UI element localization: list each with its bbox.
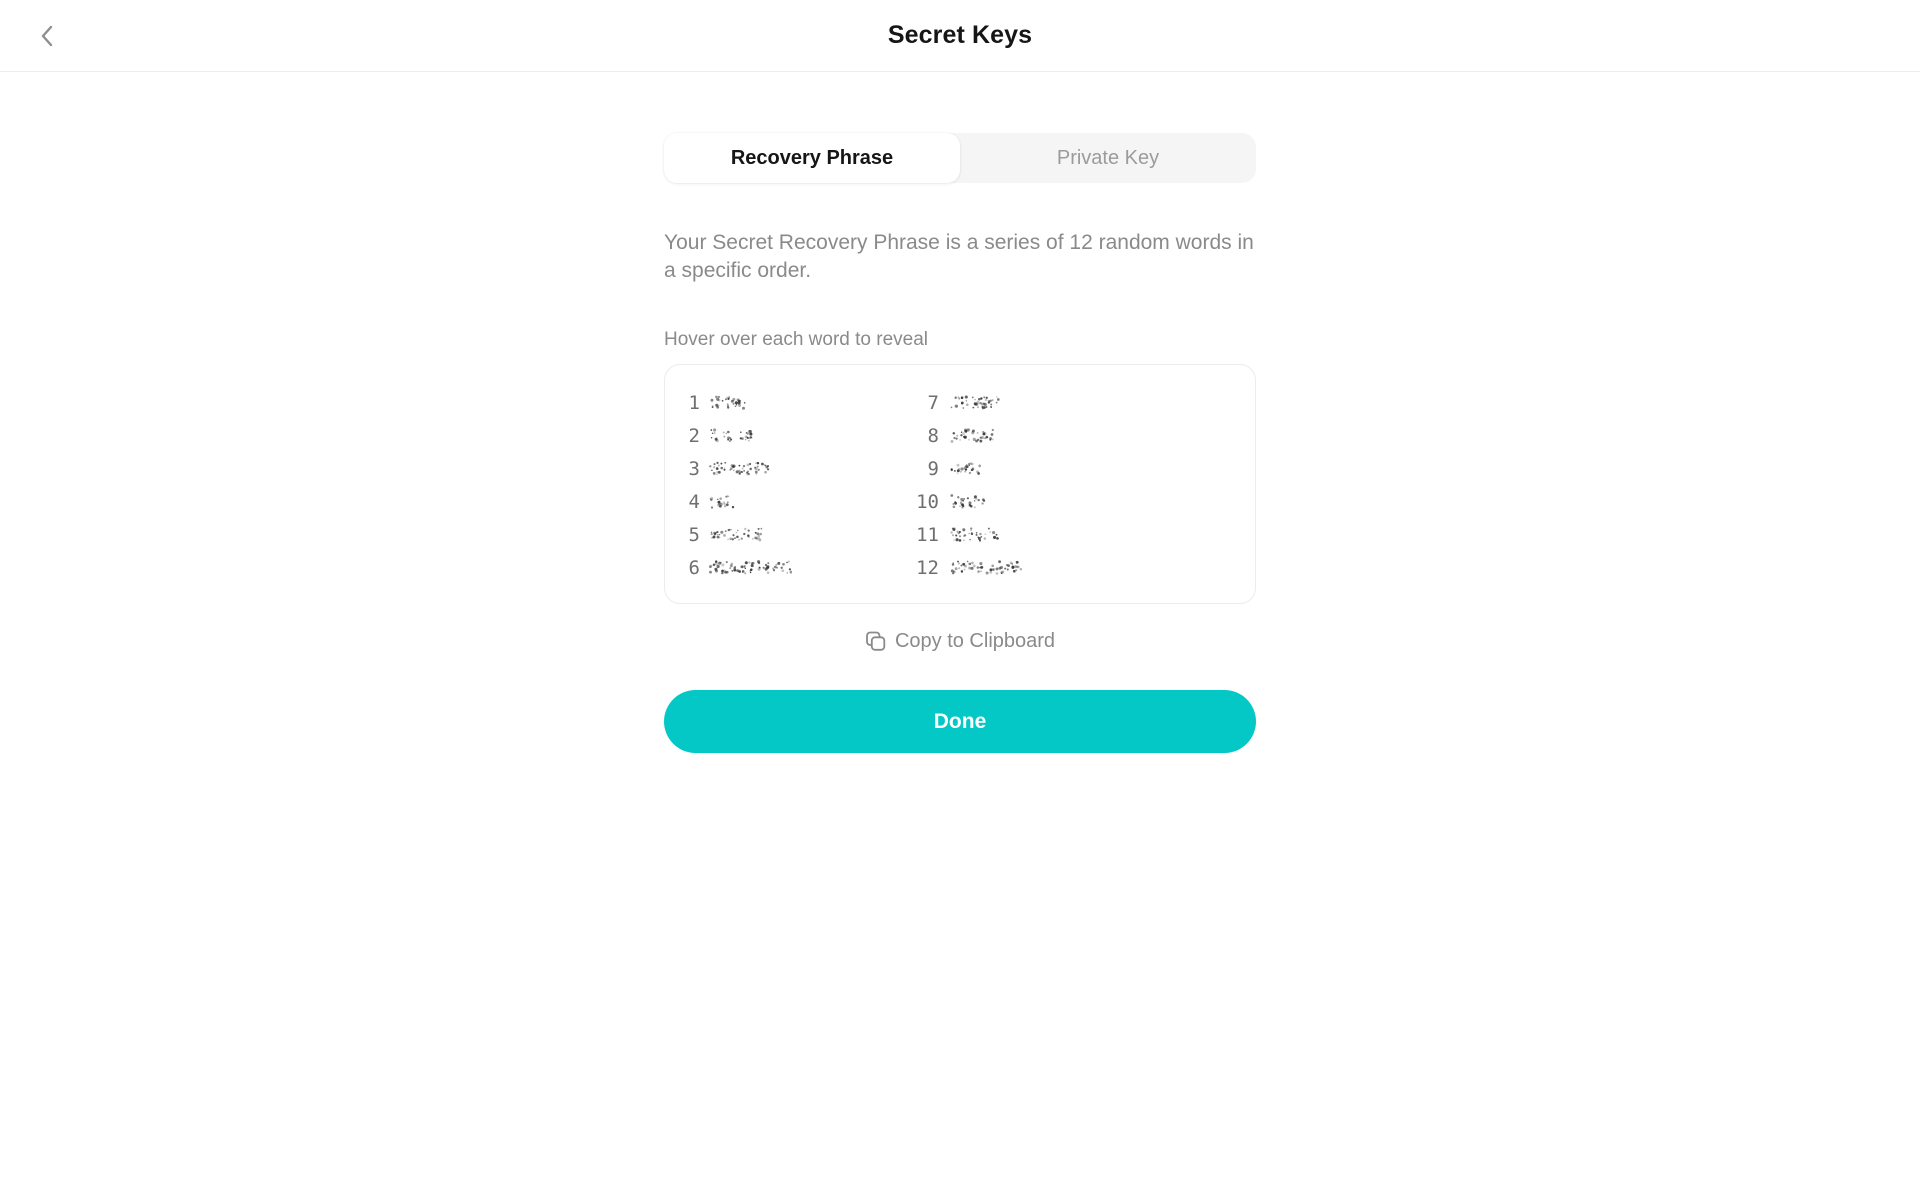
back-button[interactable] (24, 0, 68, 72)
word-row (665, 485, 900, 518)
recovery-phrase-description: Your Secret Recovery Phrase is a series of 12 random words in a specific order. (664, 231, 1254, 282)
word-row (665, 452, 900, 485)
masked-word[interactable] (709, 460, 771, 478)
copy-icon (865, 631, 886, 652)
word-number: 9 (927, 457, 939, 480)
tab-private-key[interactable]: Private Key (960, 133, 1256, 183)
word-row (665, 419, 900, 452)
word-row (900, 551, 1255, 584)
word-row (900, 485, 1255, 518)
word-number: 10 (916, 490, 939, 513)
word-row (900, 419, 1255, 452)
word-number: 2 (688, 424, 700, 447)
word-number: 12 (916, 556, 939, 579)
masked-word[interactable] (950, 493, 986, 511)
masked-word[interactable] (950, 559, 1022, 577)
word-number: 7 (927, 391, 939, 414)
word-number: 4 (688, 490, 700, 513)
masked-word[interactable] (709, 526, 764, 544)
word-number: 8 (927, 424, 939, 447)
done-button[interactable]: Done (664, 690, 1256, 753)
word-row (900, 386, 1255, 419)
word-number: 11 (916, 523, 939, 546)
masked-word[interactable] (709, 493, 735, 511)
recovery-words-box (664, 364, 1256, 604)
copy-to-clipboard-label: Copy to Clipboard (894, 630, 1056, 652)
word-row (665, 386, 900, 419)
key-type-tabs (664, 133, 1256, 183)
hover-reveal-hint: Hover over each word to reveal (664, 329, 929, 350)
copy-to-clipboard-button[interactable] (664, 630, 1256, 653)
tab-recovery-phrase[interactable]: Recovery Phrase (664, 133, 960, 183)
word-row (900, 452, 1255, 485)
words-column-left (665, 386, 900, 603)
word-row (665, 518, 900, 551)
word-number: 5 (688, 523, 700, 546)
masked-word[interactable] (709, 427, 753, 445)
words-column-right (900, 386, 1255, 603)
masked-word[interactable] (709, 559, 792, 577)
masked-word[interactable] (950, 394, 1002, 412)
masked-word[interactable] (950, 460, 983, 478)
page-title: Secret Keys (887, 21, 1033, 49)
word-number: 3 (688, 457, 700, 480)
masked-word[interactable] (950, 526, 999, 544)
masked-word[interactable] (950, 427, 994, 445)
chevron-left-icon (39, 24, 54, 48)
word-row (900, 518, 1255, 551)
word-number: 1 (688, 391, 700, 414)
word-row (665, 551, 900, 584)
secret-keys-panel (664, 133, 1256, 753)
masked-word[interactable] (709, 394, 747, 412)
header (0, 0, 1920, 72)
word-number: 6 (688, 556, 700, 579)
